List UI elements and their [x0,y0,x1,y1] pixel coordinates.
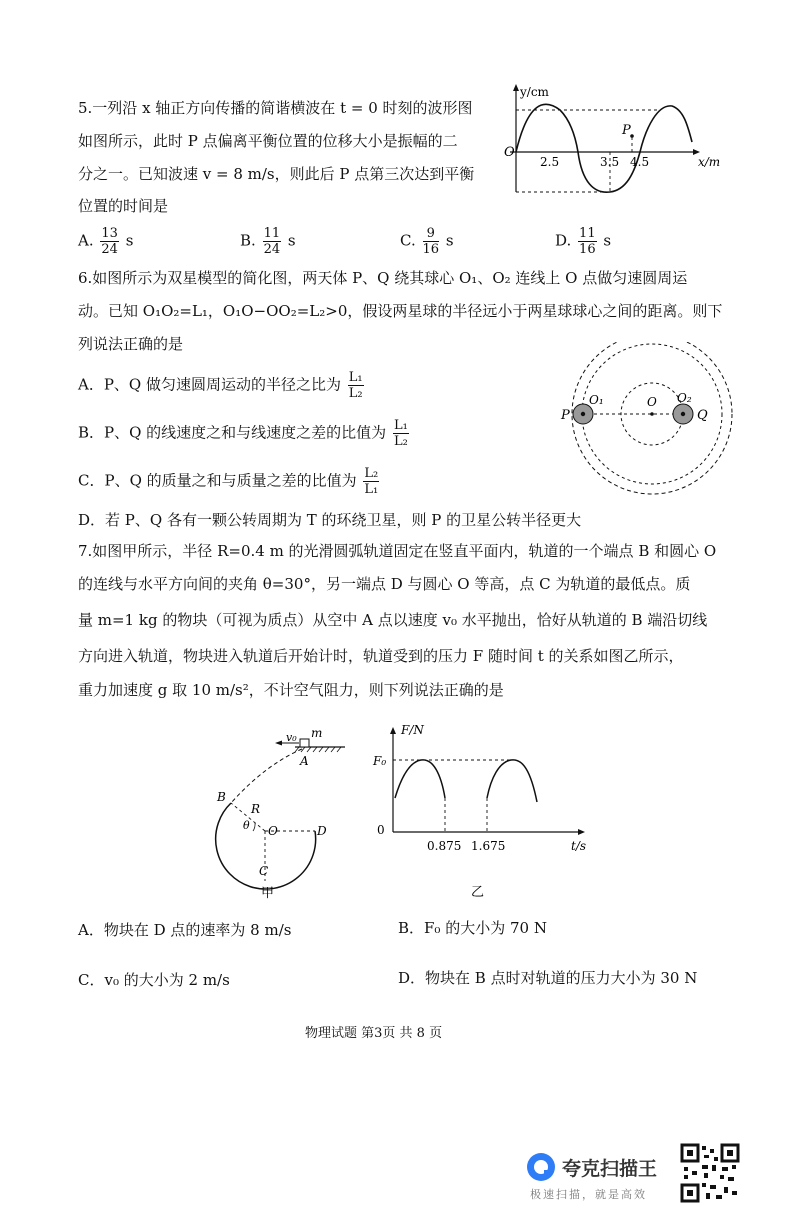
q7-line2: 的连线与水平方向间的夹角 θ=30°，另一端点 D 与圆心 O 等高，点 C 为轨道的最低点。质 [78,575,691,593]
q7-option-c: C．v₀ 的大小为 2 m/s [78,971,230,989]
q5-line4: 位置的时间是 [78,197,169,215]
q6-label-o: O [647,395,657,409]
q7-label-theta: θ [243,819,250,832]
scanner-brand: 夸克扫描王 [562,1158,658,1180]
q5-wave-figure [500,82,730,204]
qr-code-icon [680,1143,740,1203]
q7-label-a: A [300,754,309,768]
q6-label-o1: O₁ [589,393,604,407]
q7-line1: 7.如图甲所示，半径 R=0.4 m 的光滑圆弧轨道固定在竖直平面内，轨道的一个端点 B 和圆心 O [78,542,717,560]
q7-graph-t1: 0.875 [427,839,462,853]
q5-option-c: C. $\frac{9}{16}$ s [400,226,454,257]
q6-line2: 动。已知 O₁O₂=L₁，O₁O−OO₂=L₂>0，假设两星球的半径远小于两星球球心之间的距离。则下 [78,302,723,320]
q6-option-a: A．P、Q 做匀速圆周运动的半径之比为 $\frac{\text{L₁}}{\text{L₂}}$ [78,370,363,401]
q5-line2: 如图所示，此时 P 点偏离平衡位置的位移大小是振幅的二 [78,132,458,150]
q7-caption-jia: 甲 [261,886,275,900]
q5-xlabel: x/m [698,155,721,169]
q7-label-d: D [317,824,327,838]
q7-line4: 方向进入轨道，物块进入轨道后开始计时，轨道受到的压力 F 随时间 t 的关系如图乙所示， [78,647,684,665]
q7-label-r: R [251,802,261,816]
scanner-slogan: 极速扫描，就是高效 [530,1188,647,1201]
q5-option-a: A. $\frac{13}{24}$ s [78,226,134,257]
q6-binary-star-figure [555,342,765,502]
q7-line3: 量 m=1 kg 的物块（可视为质点）从空中 A 点以速度 v₀ 水平抛出，恰好从轨道的 B 端沿切线 [78,611,708,629]
q5-tick-2: 3.5 [600,155,620,169]
q5-tick-1: 2.5 [540,155,560,169]
q5-option-d: D. $\frac{11}{16}$ s [555,226,612,257]
q7-label-v0: v₀ [286,731,297,744]
scanner-logo-icon [526,1152,556,1182]
q5-ylabel: y/cm [520,85,549,99]
q5-line3: 分之一。已知波速 v = 8 m/s，则此后 P 点第三次达到平衡 [78,165,475,183]
q5-option-b: B. $\frac{11}{24}$ s [240,226,296,257]
page-footer: 物理试题 第3页 共 8 页 [305,1026,443,1041]
q6-label-q: Q [697,408,708,423]
q7-option-a: A．物块在 D 点的速率为 8 m/s [78,921,292,939]
q6-option-b: B．P、Q 的线速度之和与线速度之差的比值为 $\frac{\text{L₁}}{\text{L₂}}$ [78,418,408,449]
q7-label-b: B [217,790,226,804]
q6-line3: 列说法正确的是 [78,335,184,353]
q7-graph-xlabel: t/s [571,839,587,853]
q7-label-m: m [311,726,323,740]
q7-graph-ylabel: F/N [401,723,424,737]
q7-option-b: B．F₀ 的大小为 70 N [398,919,547,937]
q5-origin: O [504,145,515,160]
q7-label-o: O [268,824,278,838]
q7-graph-f0: F₀ [373,754,387,768]
q5-point-p: P [622,123,631,138]
q6-line1: 6.如图所示为双星模型的简化图，两天体 P、Q 绕其球心 O₁、O₂ 连线上 O 点做匀速圆周运 [78,269,688,287]
q6-label-o2: O₂ [677,391,692,405]
q7-label-c: C [259,864,269,878]
q7-line5: 重力加速度 g 取 10 m/s²，不计空气阻力，则下列说法正确的是 [78,681,504,699]
q7-caption-yi: 乙 [471,885,485,900]
q6-option-d: D．若 P、Q 各有一颗公转周期为 T 的环绕卫星，则 P 的卫星公转半径更大 [78,511,582,529]
q7-option-d: D．物块在 B 点时对轨道的压力大小为 30 N [398,969,698,987]
scanner-watermark [526,1150,676,1206]
q7-graph-zero: 0 [377,823,385,837]
q6-label-p: P [561,408,570,423]
q7-graph-t2: 1.675 [471,839,506,853]
q5-line1: 5.一列沿 x 轴正方向传播的简谐横波在 t = 0 时刻的波形图 [78,99,473,117]
q6-option-c: C．P、Q 的质量之和与质量之差的比值为 $\frac{\text{L₂}}{\text{L₁}}$ [78,466,379,497]
q7-force-time-graph [365,722,595,900]
q5-tick-3: 4.5 [630,155,650,169]
q7-track-figure [205,725,355,900]
